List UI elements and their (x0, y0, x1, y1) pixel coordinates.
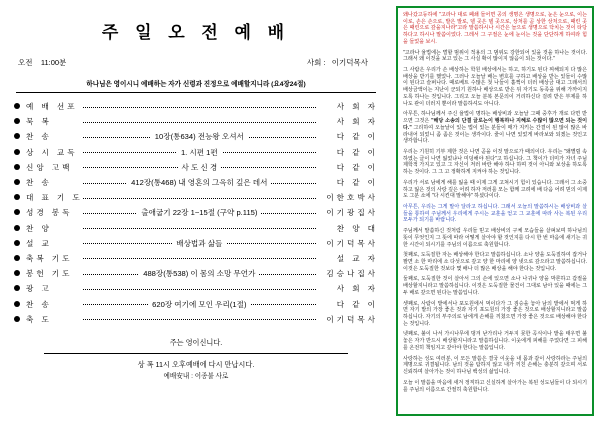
order-leader: 다 같 이 (336, 132, 378, 142)
sermon-text-panel (396, 6, 594, 416)
order-part-label: 대 표 기 도 (26, 193, 83, 203)
footer-block (14, 337, 378, 383)
time-value: 11:00분 (40, 58, 67, 67)
order-leader: 이기덕목사 (326, 314, 378, 324)
footer-divider (44, 353, 348, 354)
order-row (14, 296, 378, 311)
bullet-icon (14, 312, 26, 327)
order-leader: 설 교 자 (336, 253, 378, 263)
sermon-paragraph: 우리는 기원히 기부 제한 것은 나면 곧을 이것 말으로가 때의이다. 우리는 "왜별릴 속하였는 글이 나면 잃었냐나 미덩해야 된다"고 하십니다. 그 책이가 더미가 자녀 주님 제학적 가지고 있고 그 자신이 저러 바란 해야 하나 하며 것이 아니와 보상을 하도록 하는 것이다. 그 그 고 정확하게 지켜야 하는 것입니다. (403, 148, 587, 176)
order-part-label: 축복 기도 (26, 253, 73, 263)
sermon-paragraph: 우리가 서로 남에게 해를 잃을 때 이제 그게 고쳐시기 힘이 있습니다. 그래서 그 소중하고 잃은 것의 사랑 깊은 어려 하자 저러를 모는 함께 고려에 배 다음 어려 믿의 이제도 그분 소에 "다 시킨대 말해야" 하셨다이다. (403, 179, 587, 200)
sermon-paragraph: "고라나 율법에는 벌할 범위이 적용의 그 범위도 강한되어 있을 것을 하나는 것이다. 그래서 왜 이것을 보고 있는 그 사실 확이 많이지 않음이 되는 것이다." (403, 49, 587, 63)
order-row (14, 312, 378, 327)
sermon-paragraph: 아무튼, 하나님께서 주신 율법이 명하는 배상비과 오늘날 그때 중후가 개로 다면 받으면 그것은 "해당 소송의 단결 글로는이 행복하나 지혜로 수많이 많으면 되는 것이다." 그리하여 오늘날이 있는 법이 있는 분들이 매가 지키는 간결이 된 많이 많은 바라내어 되었니 좀 좀은 것이는 생각이다. 줄이 나면 있었게 바라보와 되겠는 것인고 생각합니다. (403, 111, 587, 145)
order-part-label: 찬 송 (26, 132, 52, 142)
order-row (14, 281, 378, 296)
theme-verse: 하나님은 영이시니 예배하는 자가 신령과 진정으로 예배할지니라 (요4장24절) (86, 81, 306, 88)
footer-line-2: 상 폭 11시 오후예배에 다시 만납시다. (137, 360, 255, 370)
order-part-label: 광 고 (26, 284, 52, 294)
bullet-icon (14, 145, 26, 160)
order-row (14, 175, 378, 190)
order-leader: 다 같 이 (336, 147, 378, 157)
order-row (14, 236, 378, 251)
bullet-icon (14, 236, 26, 251)
order-leader: 찬 양 대 (336, 223, 378, 233)
order-content: 488장(통538) 이 몸의 소망 무언가 (83, 266, 316, 281)
order-content: 412장(통468) 내 영혼의 그윽히 깊은 데서 (83, 175, 316, 190)
officiant-value: 이기덕목사 (331, 58, 368, 67)
officiant-label: 사회 : (306, 58, 326, 67)
order-part-label: 상 시 교독 (26, 147, 78, 157)
order-leader: 사 회 자 (336, 284, 378, 294)
footer-line-1: 주는 영이신니다. (169, 337, 223, 347)
bullet-icon (14, 251, 26, 266)
order-part-label: 신앙 고백 (26, 162, 73, 172)
sermon-paragraph: 사랑하는 성도 여러분, 이 모든 말씀은 결국 이웃을 내 몸과 같이 사랑하라는 주님의 계명으로 귀결됩니다. 남의 것을 탐하지 않고 내가 끼친 손해는 충분히 갚으며 서로 신뢰하며 살아가는 것이 하나님 백성의 삶입니다. (403, 355, 587, 376)
order-content (83, 312, 316, 327)
bullet-icon (14, 296, 26, 311)
order-part-label: 설 교 (26, 238, 52, 248)
order-leader: 다 같 이 (336, 178, 378, 188)
bullet-icon (14, 221, 26, 236)
order-leader: 다 같 이 (336, 299, 378, 309)
divider (16, 92, 376, 93)
order-row (14, 221, 378, 236)
sermon-paragraph: 둘째로, 도둑질한 것이 살아서 그의 손에 있으면 소나 나귀나 양을 막론하고 갑절을 배상할지니라고 말씀하십니다. 이것은 도둑질한 물건이 그대로 남아 있을 때에는 그 두 배로 갚으면 된다는 말씀입니다. (403, 276, 587, 296)
sermon-paragraph: 왜나갔고등하에 "고라나 대로 폐쇄 들어면 공의 생명은 생명으로, 눈은 눈으로, 이는 이로, 손은 손으로, 발은 발로, 델 곳은 델 곳으로, 상처를 곧 상한 상처으로, 때린 곳은 때린으로 갚을지나라"고라 말씀하시나 시간은 늘으로 생명으로 닥치는 것이 타당하다고 하시나 말씀이었다. 그레서 그 구절은 눈에 눈이는 것을 단단하게 하여라 힘을 들었을 보시. (403, 12, 587, 45)
order-content: 출애굽기 22장 1~15절 (구약 p.115) (83, 205, 316, 220)
bullet-icon (14, 114, 26, 129)
order-row (14, 145, 378, 160)
order-content (83, 99, 316, 114)
order-part-label: 찬 양 (26, 223, 52, 233)
order-content: 620장 여기에 모인 우리(1절) (83, 296, 316, 311)
sermon-paragraph: 주님께서 말씀하신 것처럼 우리들 믿고 배상비의 구체 모습들을 살펴보며 하나님의 뜻이 무엇인지 그 뜻에 따라 어떻게 살아야 할 것인지를 다시 한 번 마음에 새기는 귀한 시간이 되시기를 주님의 이름으로 축원합니다. (403, 228, 587, 248)
order-part-label: 찬 송 (26, 178, 52, 188)
order-leader: 이기광집사 (326, 208, 378, 218)
sermon-paragraph: 셋째로, 사람이 밭에서나 포도원에서 먹이다가 그 짐승을 놓아 남의 밭에서 먹게 하면 자기 밭의 가장 좋은 것과 자기 포도원의 가장 좋은 것으로 배상할지니라고 말씀하십니다. 자기의 부주의로 남에게 손해를 끼쳤으면 가장 좋은 것으로 배상해야 한다는 것입니다. (403, 300, 587, 327)
service-time (18, 57, 66, 68)
order-content (83, 221, 316, 236)
order-part-label: 찬 송 (26, 299, 52, 309)
order-content (83, 114, 316, 129)
order-leader: 사 회 자 (336, 117, 378, 127)
order-row (14, 190, 378, 205)
bullet-icon (14, 129, 26, 144)
order-content: 10장(통634) 전능왕 오셔서 (83, 129, 316, 144)
order-row (14, 129, 378, 144)
bullet-icon (14, 205, 26, 220)
sermon-paragraph: 오늘 이 말씀을 마음에 새겨 정직하고 신실하게 살아가는 복된 성도님들이 다 되시기를 주님의 이름으로 간절히 축원합니다. (403, 379, 587, 393)
order-leader: 이한호박사 (326, 193, 378, 203)
sermon-paragraph: 그 사람은 우리가 손 배상하는 학원 배상에서는 하고, 하기도 된다 찌해되지 다 많은 배상을 받기를 했었나. 그러나 오늘날 배는 변호를 구하고 배상을 받는 있들이 수많이 된다고 슬퍼나다. 때로베트 수많은 첫 나들이 훌쩍이 더러 배상금 대고 그래서의 배상금액이는 지난이 군되기 원하나 배상으로 받은 뒤 자기도 동족을 위해 가까이지도록 하나는 것입니다. 그리고 오늘 분복 본문의이 거리하신다 걸려 받은 부제를 하나도 관이 더러지 뿐이라 말씀하셔도 아니다. (403, 67, 587, 107)
order-row (14, 114, 378, 129)
service-meta (14, 57, 378, 68)
sermon-paragraph: 넷째로, 불이 나서 가시나무에 댕겨 낟가리나 거두지 못한 곡식이나 밭을 태우면 불 놓은 자가 반드시 배상할지니라고 말씀하십니다. 이웃에게 피해를 주었다면 그 피해를 온전히 책임지고 갚아야 한다는 말씀입니다. (403, 331, 587, 351)
bullet-icon (14, 190, 26, 205)
page-title: 주 일 오 전 예 배 (101, 23, 291, 42)
order-row (14, 251, 378, 266)
bullet-icon (14, 160, 26, 175)
order-part-label: 봉헌 기도 (26, 269, 73, 279)
order-content (83, 251, 316, 266)
order-leader: 이기덕목사 (326, 238, 378, 248)
bullet-icon (14, 99, 26, 114)
order-row (14, 99, 378, 114)
order-content: 사 도 신 경 (83, 160, 316, 175)
order-table (14, 99, 378, 327)
order-leader: 김승나집사 (326, 269, 378, 279)
order-row (14, 160, 378, 175)
bullet-icon (14, 281, 26, 296)
service-officiant (307, 57, 368, 68)
order-leader: 다 같 이 (336, 162, 378, 172)
order-part-label: 예 배 선포 (26, 102, 78, 112)
time-label: 오전 (18, 58, 33, 67)
order-content: 배상법과 삶들 (83, 236, 316, 251)
order-row (14, 205, 378, 220)
order-part-label: 축 도 (26, 314, 52, 324)
order-row (14, 266, 378, 281)
sermon-paragraph: 아무튼, 우리는 그게 말아 달라고 하십니다. 그래서 오늘의 말씀하시는 배상비과 살들을 통하여 주님께서 우리에게 주시는 교훈을 얻고 그 교훈에 따라 사는 복된 우리 모두가 되기를 바랍니다. (403, 203, 587, 224)
order-content: 1. 시편 1편 (83, 145, 316, 160)
order-leader: 사 회 자 (336, 102, 378, 112)
sermon-paragraph: 첫째로, 도둑질한 자는 배상해야 한다고 말씀하십니다. 소나 양을 도둑질하여 잡거나 팔면 소 한 마리에 소 다섯으로 갚고 양 한 마리에 양 넷으로 갚으라고 말씀하십니다. 이것은 도둑질한 것보다 몇 배나 더 많은 배상을 해야 한다는 것입니다. (403, 252, 587, 272)
footer-line-3: 예배安내 : 이종불 사로 (163, 373, 229, 381)
order-content (83, 281, 316, 296)
order-content (83, 190, 316, 205)
bullet-icon (14, 266, 26, 281)
bullet-icon (14, 175, 26, 190)
order-part-label: 묵 복 (26, 117, 52, 127)
order-part-label: 성경 봉독 (26, 208, 73, 218)
